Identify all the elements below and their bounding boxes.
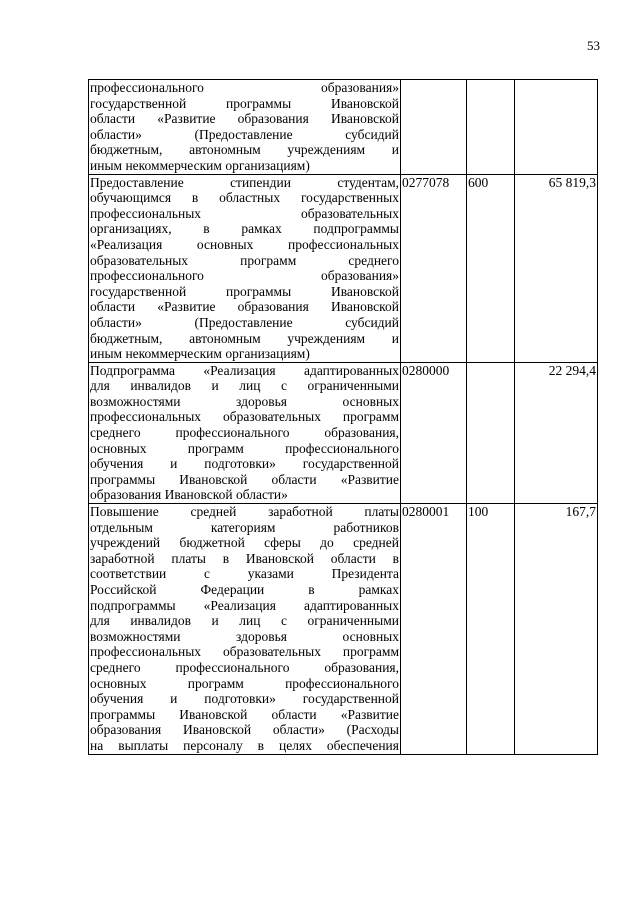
expense-name-line: иным некоммерческим организациям)	[90, 157, 310, 173]
table-row	[89, 504, 598, 755]
expense-name-line: Подпрограмма «Реализация адаптированных	[90, 362, 399, 378]
expense-name-line: образования Ивановской области» (Расходы	[90, 722, 399, 738]
amount-cell	[515, 80, 598, 175]
budget-table	[88, 79, 598, 755]
expense-name-line: среднего профессионального образования,	[90, 659, 399, 675]
expense-name-line: бюджетным, автономным учреждениям и	[90, 142, 399, 158]
expense-name-line: области «Развитие образования Ивановской	[90, 299, 399, 315]
expense-name-line: возможностями здоровья основных	[90, 393, 399, 409]
expense-name-line: подпрограммы «Реализация адаптированных	[90, 597, 399, 613]
expense-name-line: Российской Федерации в рамках	[90, 582, 399, 597]
expense-name-line: на выплаты персоналу в целях обеспечения	[90, 737, 399, 753]
expense-name-line: основных программ профессионального	[90, 440, 399, 456]
expense-name-line: области «Развитие образования Ивановской	[90, 111, 399, 127]
expense-name-line: обучения и подготовки» государственной	[90, 456, 399, 472]
expense-name-line: Предоставление стипендии студентам,	[90, 174, 399, 190]
expense-name-cell	[89, 174, 401, 362]
expense-name-line: «Реализация основных профессиональных	[90, 236, 399, 252]
amount-cell: 167,7	[515, 504, 598, 755]
expense-name-line: обучающимся в областных государственных	[90, 190, 399, 206]
expense-name-line: Повышение средней заработной платы	[90, 504, 399, 520]
expense-name-line: для инвалидов и лиц с ограниченными	[90, 613, 399, 629]
expense-name-line: учреждений бюджетной сферы до средней	[90, 535, 399, 551]
expense-name-line: образовательных программ среднего	[90, 252, 399, 268]
expense-name-line: иным некоммерческим организациям)	[90, 346, 310, 362]
expense-name-line: профессионального образования»	[90, 80, 399, 95]
expense-name-line: государственной программы Ивановской	[90, 283, 399, 299]
target-article-code-cell: 0280001	[401, 504, 467, 755]
expense-name-line: для инвалидов и лиц с ограниченными	[90, 378, 399, 394]
expense-name-line: заработной платы в Ивановской области в	[90, 550, 399, 566]
expense-name-line: профессиональных образовательных	[90, 205, 399, 221]
expense-name-line: профессиональных образовательных программ	[90, 409, 399, 425]
expense-name-line: основных программ профессионального	[90, 675, 399, 691]
amount-cell: 65 819,3	[515, 174, 598, 362]
expense-name-line: бюджетным, автономным учреждениям и	[90, 330, 399, 346]
table-row	[89, 80, 598, 175]
page-number: 53	[587, 38, 600, 53]
expense-name-line: образования Ивановской области»	[90, 487, 288, 503]
expense-name-line: профессионального образования»	[90, 268, 399, 284]
expense-name-line: возможностями здоровья основных	[90, 628, 399, 644]
expense-name-line: профессиональных образовательных программ	[90, 644, 399, 660]
expense-name-line: среднего профессионального образования,	[90, 425, 399, 441]
expense-name-line: программы Ивановской области «Развитие	[90, 471, 399, 487]
amount-cell: 22 294,4	[515, 362, 598, 503]
expense-name-line: государственной программы Ивановской	[90, 95, 399, 111]
expense-name-line: области» (Предоставление субсидий	[90, 126, 399, 142]
expense-name-line: обучения и подготовки» государственной	[90, 691, 399, 707]
table-row	[89, 174, 598, 362]
expense-type-cell	[467, 80, 515, 175]
expense-name-cell	[89, 362, 401, 503]
expense-name-cell	[89, 80, 401, 175]
budget-table-body	[89, 80, 598, 755]
table-row	[89, 362, 598, 503]
expense-name-line: соответствии с указами Президента	[90, 566, 399, 582]
target-article-code-cell: 0280000	[401, 362, 467, 503]
expense-name-line: программы Ивановской области «Развитие	[90, 706, 399, 722]
expense-name-line: отдельным категориям работников	[90, 519, 399, 535]
expense-name-line: организациях, в рамках подпрограммы	[90, 221, 399, 237]
target-article-code-cell	[401, 80, 467, 175]
expense-name-line: области» (Предоставление субсидий	[90, 314, 399, 330]
target-article-code-cell: 0277078	[401, 174, 467, 362]
expense-type-cell: 100	[467, 504, 515, 755]
expense-type-cell	[467, 362, 515, 503]
expense-name-cell	[89, 504, 401, 755]
expense-type-cell: 600	[467, 174, 515, 362]
